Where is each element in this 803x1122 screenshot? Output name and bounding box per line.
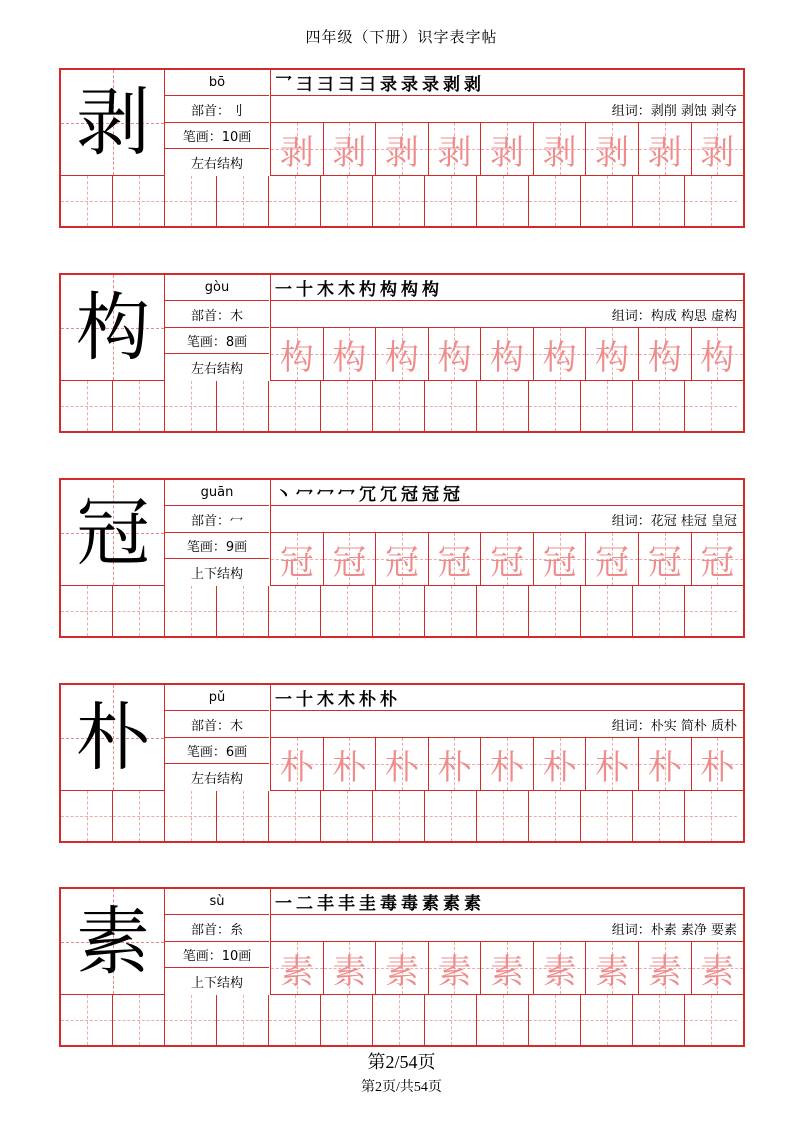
practice-cell — [217, 586, 269, 636]
word-examples: 组词：朴素 素净 要素 — [271, 915, 743, 942]
trace-char: 构 — [490, 337, 525, 378]
practice-cell — [477, 176, 529, 226]
trace-cell — [692, 942, 744, 994]
trace-cell — [481, 123, 534, 175]
radical: 部首：木 — [165, 711, 269, 738]
practice-cell — [165, 176, 217, 226]
main-character-box — [61, 685, 165, 791]
trace-cell — [692, 533, 744, 585]
practice-cell — [373, 381, 425, 431]
trace-cell — [376, 328, 429, 380]
practice-cell — [165, 791, 217, 841]
practice-row — [61, 791, 743, 841]
trace-cell — [271, 533, 324, 585]
practice-cell — [113, 381, 165, 431]
practice-cell — [269, 176, 321, 226]
trace-cell — [271, 942, 324, 994]
trace-char: 剥 — [437, 132, 472, 173]
trace-char: 素 — [384, 951, 419, 992]
practice-cell — [685, 791, 737, 841]
word-examples: 组词：花冠 桂冠 皇冠 — [271, 506, 743, 533]
practice-cell — [61, 791, 113, 841]
trace-cell — [586, 942, 639, 994]
pinyin: guān — [165, 480, 269, 506]
trace-cell — [429, 738, 482, 790]
trace-char: 冠 — [490, 542, 525, 583]
practice-cell — [113, 995, 165, 1045]
trace-cell — [534, 533, 587, 585]
stroke-count: 笔画：9画 — [165, 533, 269, 559]
trace-char: 朴 — [279, 747, 314, 788]
trace-char: 朴 — [332, 747, 367, 788]
trace-cell — [429, 533, 482, 585]
stroke-order: 一十木木朴朴 — [271, 685, 743, 711]
trace-char: 素 — [332, 951, 367, 992]
main-character-box — [61, 275, 165, 381]
practice-cell — [477, 586, 529, 636]
word-examples: 组词：剥削 剥蚀 剥夺 — [271, 96, 743, 123]
trace-cell — [586, 738, 639, 790]
radical: 部首：刂 — [165, 96, 269, 123]
practice-cell — [269, 586, 321, 636]
trace-cell — [429, 942, 482, 994]
trace-char: 构 — [332, 337, 367, 378]
character-card — [59, 68, 745, 228]
practice-cell — [633, 791, 685, 841]
main-character-box — [61, 889, 165, 995]
practice-cell — [217, 995, 269, 1045]
trace-cell — [271, 123, 324, 175]
practice-cell — [581, 381, 633, 431]
practice-cell — [321, 995, 373, 1045]
trace-cell — [324, 738, 377, 790]
practice-cell — [477, 381, 529, 431]
practice-cell — [113, 586, 165, 636]
trace-char: 素 — [279, 951, 314, 992]
practice-cell — [61, 381, 113, 431]
trace-cell — [692, 328, 744, 380]
practice-cell — [61, 176, 113, 226]
trace-cell — [324, 942, 377, 994]
practice-cell — [685, 176, 737, 226]
trace-row — [271, 328, 743, 381]
practice-cell — [477, 791, 529, 841]
trace-char: 构 — [384, 337, 419, 378]
practice-cell — [373, 586, 425, 636]
stroke-order: 一十木木杓构构构 — [271, 275, 743, 301]
practice-cell — [529, 791, 581, 841]
trace-cell — [534, 738, 587, 790]
trace-cell — [481, 738, 534, 790]
stroke-order: 一二丰丰圭毒毒素素素 — [271, 889, 743, 915]
practice-cell — [633, 586, 685, 636]
main-character: 剥 — [76, 80, 150, 166]
practice-cell — [425, 995, 477, 1045]
trace-cell — [376, 123, 429, 175]
trace-char: 朴 — [647, 747, 682, 788]
main-character-box — [61, 480, 165, 586]
stroke-order: 乛⺕⺕彐彐录录录剥剥 — [271, 70, 743, 96]
practice-cell — [581, 176, 633, 226]
trace-char: 冠 — [437, 542, 472, 583]
trace-cell — [586, 123, 639, 175]
practice-cell — [61, 995, 113, 1045]
main-character: 朴 — [76, 695, 150, 781]
practice-cell — [685, 381, 737, 431]
pinyin: pǔ — [165, 685, 269, 711]
trace-cell — [271, 328, 324, 380]
trace-char: 剥 — [332, 132, 367, 173]
practice-cell — [165, 381, 217, 431]
practice-cell — [321, 381, 373, 431]
trace-char: 剥 — [490, 132, 525, 173]
practice-cell — [269, 381, 321, 431]
trace-cell — [376, 738, 429, 790]
trace-char: 朴 — [384, 747, 419, 788]
trace-cell — [324, 123, 377, 175]
trace-char: 素 — [595, 951, 630, 992]
trace-char: 构 — [700, 337, 735, 378]
character-info — [165, 480, 271, 586]
trace-char: 构 — [595, 337, 630, 378]
trace-cell — [534, 942, 587, 994]
trace-cell — [639, 738, 692, 790]
trace-char: 冠 — [647, 542, 682, 583]
stroke-order: 丶冖冖冖冗冗冠冠冠 — [271, 480, 743, 506]
trace-char: 剥 — [647, 132, 682, 173]
character-card — [59, 683, 745, 843]
practice-cell — [165, 995, 217, 1045]
trace-cell — [534, 328, 587, 380]
trace-cell — [586, 328, 639, 380]
trace-char: 冠 — [595, 542, 630, 583]
structure: 上下结构 — [190, 976, 243, 991]
practice-cell — [685, 586, 737, 636]
main-character-box — [61, 70, 165, 176]
trace-cell — [376, 942, 429, 994]
practice-cell — [685, 995, 737, 1045]
trace-char: 构 — [437, 337, 472, 378]
trace-cell — [324, 533, 377, 585]
practice-cell — [581, 791, 633, 841]
practice-cell — [633, 381, 685, 431]
trace-row — [271, 738, 743, 791]
trace-cell — [586, 533, 639, 585]
practice-cell — [633, 176, 685, 226]
practice-cell — [217, 381, 269, 431]
stroke-count: 笔画：10画 — [165, 942, 269, 968]
practice-cell — [633, 995, 685, 1045]
trace-char: 素 — [700, 951, 735, 992]
pinyin: gòu — [165, 275, 269, 301]
radical: 部首：冖 — [165, 506, 269, 533]
practice-cell — [269, 791, 321, 841]
trace-char: 朴 — [437, 747, 472, 788]
practice-cell — [217, 176, 269, 226]
page-title: 四年级（下册）识字表字帖 — [305, 28, 498, 46]
practice-cell — [113, 791, 165, 841]
trace-cell — [429, 328, 482, 380]
trace-char: 冠 — [700, 542, 735, 583]
trace-char: 构 — [647, 337, 682, 378]
practice-cell — [425, 791, 477, 841]
trace-cell — [481, 328, 534, 380]
practice-cell — [581, 586, 633, 636]
practice-cell — [165, 586, 217, 636]
word-examples: 组词：朴实 简朴 质朴 — [271, 711, 743, 738]
trace-cell — [639, 328, 692, 380]
character-card — [59, 478, 745, 638]
trace-cell — [376, 533, 429, 585]
trace-cell — [639, 533, 692, 585]
trace-cell — [324, 328, 377, 380]
character-info — [165, 70, 271, 176]
structure: 左右结构 — [190, 772, 243, 787]
pinyin: bō — [165, 70, 269, 96]
practice-cell — [373, 791, 425, 841]
practice-cell — [581, 995, 633, 1045]
structure: 上下结构 — [190, 567, 243, 582]
trace-cell — [639, 123, 692, 175]
practice-cell — [321, 791, 373, 841]
trace-char: 冠 — [542, 542, 577, 583]
trace-cell — [692, 123, 744, 175]
stroke-count: 笔画：10画 — [165, 123, 269, 149]
practice-cell — [425, 381, 477, 431]
trace-char: 剥 — [595, 132, 630, 173]
practice-cell — [529, 995, 581, 1045]
trace-row — [271, 942, 743, 995]
trace-char: 构 — [279, 337, 314, 378]
trace-cell — [271, 738, 324, 790]
trace-char: 剥 — [279, 132, 314, 173]
radical: 部首：木 — [165, 301, 269, 328]
trace-char: 朴 — [595, 747, 630, 788]
trace-char: 朴 — [490, 747, 525, 788]
trace-cell — [481, 942, 534, 994]
trace-cell — [481, 533, 534, 585]
character-info — [165, 685, 271, 791]
practice-cell — [269, 995, 321, 1045]
trace-cell — [692, 738, 744, 790]
trace-row — [271, 533, 743, 586]
practice-cell — [529, 176, 581, 226]
practice-cell — [61, 586, 113, 636]
practice-cell — [425, 176, 477, 226]
radical: 部首：糸 — [165, 915, 269, 942]
page-number: 第2/54页 — [367, 1052, 436, 1072]
main-character: 冠 — [76, 490, 150, 576]
character-info — [165, 275, 271, 381]
stroke-count: 笔画：6画 — [165, 738, 269, 764]
stroke-count: 笔画：8画 — [165, 328, 269, 354]
practice-cell — [529, 586, 581, 636]
page-total: 第2页/共54页 — [361, 1080, 442, 1095]
practice-cell — [321, 176, 373, 226]
trace-char: 剥 — [542, 132, 577, 173]
practice-cell — [113, 176, 165, 226]
practice-row — [61, 381, 743, 431]
trace-cell — [429, 123, 482, 175]
trace-row — [271, 123, 743, 176]
trace-char: 构 — [542, 337, 577, 378]
trace-cell — [639, 942, 692, 994]
trace-char: 剥 — [700, 132, 735, 173]
character-card — [59, 273, 745, 433]
practice-cell — [477, 995, 529, 1045]
word-examples: 组词：构成 构思 虚构 — [271, 301, 743, 328]
practice-cell — [217, 791, 269, 841]
main-character: 构 — [76, 285, 150, 371]
character-info — [165, 889, 271, 995]
practice-cell — [373, 995, 425, 1045]
trace-char: 素 — [490, 951, 525, 992]
trace-char: 冠 — [332, 542, 367, 583]
trace-char: 素 — [542, 951, 577, 992]
trace-char: 冠 — [384, 542, 419, 583]
trace-char: 冠 — [279, 542, 314, 583]
practice-row — [61, 995, 743, 1045]
structure: 左右结构 — [190, 362, 243, 377]
practice-cell — [425, 586, 477, 636]
trace-cell — [534, 123, 587, 175]
structure: 左右结构 — [190, 157, 243, 172]
practice-cell — [529, 381, 581, 431]
practice-cell — [373, 176, 425, 226]
trace-char: 朴 — [542, 747, 577, 788]
practice-cell — [321, 586, 373, 636]
pinyin: sù — [165, 889, 269, 915]
practice-row — [61, 586, 743, 636]
character-card — [59, 887, 745, 1047]
trace-char: 朴 — [700, 747, 735, 788]
trace-char: 素 — [647, 951, 682, 992]
practice-row — [61, 176, 743, 226]
trace-char: 剥 — [384, 132, 419, 173]
trace-char: 素 — [437, 951, 472, 992]
main-character: 素 — [76, 899, 150, 985]
